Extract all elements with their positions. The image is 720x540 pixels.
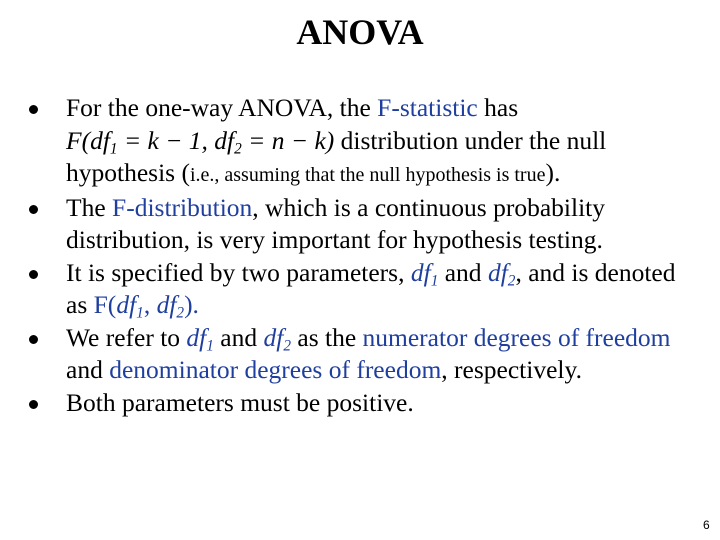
param-df2: $df_2$ [263,322,291,355]
bullet-item-2 [22,192,702,257]
bullet-dot-icon [29,205,38,214]
param-df1: $df_1$ [410,257,439,290]
term-f-distribution: F-distribution [112,192,253,222]
text: We refer to [66,322,187,352]
text-small: i.e., assuming that the null hypothesis is true [189,164,546,186]
bullet-list [22,92,702,419]
bullet-dot-icon [29,270,38,279]
slide-title: ANOVA [296,12,424,52]
bullet-dot-icon [29,335,38,344]
term-f-statistic: F-statistic [377,93,478,122]
text: Both parameters must be positive. [66,387,414,417]
term-denominator-df: denominator degrees of freedom [109,355,442,384]
formula: $F(df_1 = k - 1$, $df_2 = n - k$) [66,125,335,158]
bullet-item-4 [22,322,702,387]
param-df2: $df_2$ [487,257,516,290]
text: , and is denoted as [66,257,676,319]
text: and [66,355,110,384]
bullet-item-1 [22,92,702,192]
text: The [66,192,113,222]
text: , which is a continuous probability distribution, is very important for hypothesis testing. [66,192,606,254]
bullet-dot-icon [29,105,38,114]
bullet-item-3 [22,257,702,322]
text: and [213,322,264,352]
bullet-dot-icon [29,400,38,409]
page-number: 6 [703,518,710,532]
text: and [438,257,488,287]
text: has [477,93,519,122]
text: distribution under the null hypothesis ( [66,125,607,187]
text: For the one-way ANOVA, the [66,93,378,122]
text: ). [545,158,561,187]
param-df1: $df_1$ [186,322,214,355]
term-numerator-df: numerator degrees of freedom [362,322,671,352]
bullet-item-5 [22,387,702,420]
text: as the [291,322,363,352]
text: , respectively. [441,355,582,384]
text: It is specified by two parameters, [66,257,411,287]
notation: $F(df_1$, $df_2$). [93,290,199,322]
